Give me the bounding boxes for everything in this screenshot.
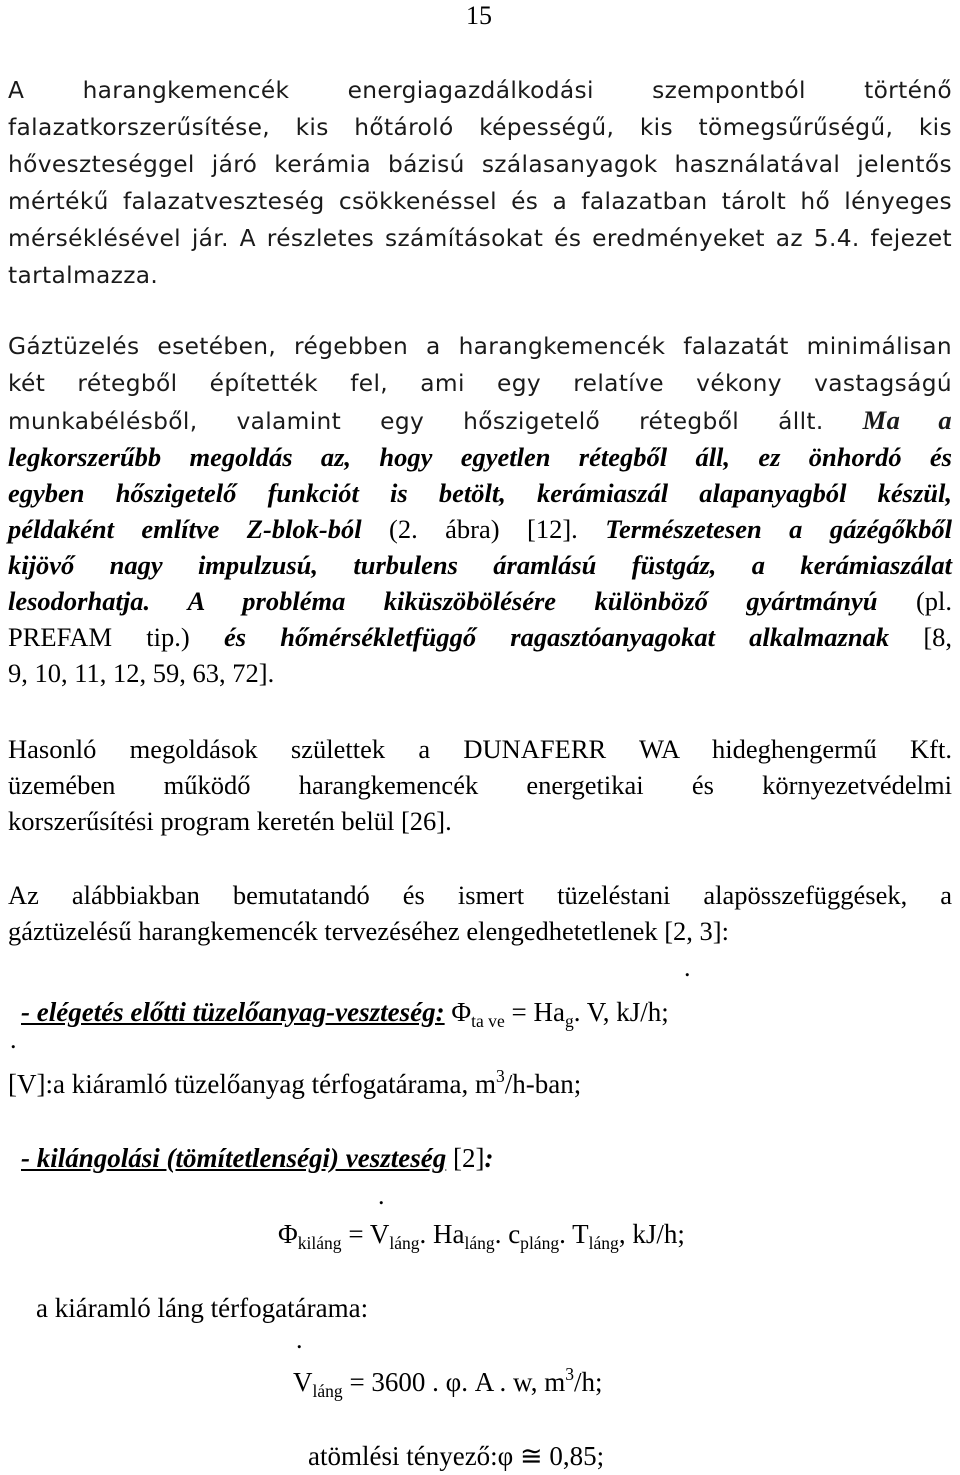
- text-line: hőveszteséggel járó kerámia bázisú szálasanyagok használatával jelentős: [8, 151, 952, 178]
- text-line: Hasonló megoldások születtek a DUNAFERR WA hideghengermű Kft.: [8, 734, 952, 764]
- formula-text: :: [484, 1143, 494, 1173]
- formula-text: [V]:a kiáramló tüzelőanyag térfogatárama, m: [8, 1069, 497, 1099]
- text-line: mérséklésével jár. A részletes számításokat és eredményeket az 5.4. fejezet: [8, 225, 952, 252]
- text-line: legkorszerűbb megoldás az, hogy egyetlen rétegből áll, ez önhordó és: [8, 442, 952, 472]
- subscript: láng: [312, 1381, 343, 1401]
- text-span: (pl.: [915, 586, 952, 616]
- formula-text: /h-ban;: [504, 1069, 582, 1099]
- text-line: gáztüzelésű harangkemencék tervezéséhez elengedhetetlenek [2, 3]:: [8, 916, 729, 946]
- formula-text: /h;: [574, 1367, 603, 1397]
- text-span: munkabélésből, valamint egy hőszigetelő rétegből állt.: [8, 408, 824, 435]
- phi-symbol: Φ: [451, 997, 472, 1027]
- text-line: Az alábbiakban bemutatandó és ismert tüzeléstani alapösszefüggések, a: [8, 880, 952, 910]
- emphasis-span: Ma a: [862, 405, 952, 435]
- text-line: mértékű falazatveszteség csökkenéssel és a falazatban tárolt hő lényeges: [8, 188, 952, 215]
- text-line: tartalmazza.: [8, 262, 159, 289]
- formula-pre-combustion-loss: [21, 994, 669, 1030]
- emphasis-span: lesodorhatja. A probléma kiküszöbölésére különböző gyártmányú: [8, 586, 878, 616]
- text-line: Gáztüzelés esetében, régebben a harangkemencék falazatát minimálisan: [8, 333, 952, 360]
- overdot: .: [296, 1325, 303, 1354]
- formula-text: atömlési tényező:φ: [308, 1441, 514, 1471]
- formula-discharge-coefficient: [308, 1438, 604, 1474]
- text-line: két rétegből építették fel, ami egy relatíve vékony vastagságú: [8, 370, 952, 397]
- text-line: 9, 10, 11, 12, 59, 63, 72].: [8, 658, 275, 688]
- subscript: g: [564, 1011, 574, 1031]
- superscript: 3: [496, 1066, 505, 1086]
- superscript: 3: [565, 1364, 575, 1384]
- overdot: .: [684, 953, 691, 982]
- formula-text: . Ha: [419, 1219, 465, 1249]
- overdot: .: [10, 1025, 17, 1054]
- formula-text: V: [293, 1367, 313, 1397]
- text-line: kijövő nagy impulzusú, turbulens áramlású füstgáz, a kerámiaszálat: [8, 550, 952, 580]
- subscript: láng: [464, 1233, 495, 1253]
- formula-text: . V, kJ/h;: [573, 997, 669, 1027]
- formula-text: , kJ/h;: [618, 1219, 685, 1249]
- emphasis-span: és hőmérsékletfüggő ragasztóanyagokat alkalmaznak: [223, 622, 890, 652]
- subscript: kiláng: [297, 1233, 342, 1253]
- formula-text: = V: [341, 1219, 390, 1249]
- text-line: [8, 511, 952, 547]
- formula-text: a kiáramló láng térfogatárama:: [36, 1293, 369, 1323]
- subscript: láng: [588, 1233, 619, 1253]
- text-span: (2. ábra) [12].: [389, 514, 578, 544]
- paragraph-dunaferr: [8, 731, 952, 839]
- formula-note-volume-flow: [8, 1066, 581, 1102]
- formula-flame-volume: [293, 1364, 603, 1400]
- subscript: ta ve: [471, 1011, 505, 1031]
- formula-text: . c: [494, 1219, 521, 1249]
- formula-flame-loss: [278, 1216, 685, 1252]
- text-line: [8, 583, 952, 619]
- text-line: üzemében működő harangkemencék energetikai és környezetvédelmi: [8, 770, 952, 800]
- emphasis-span: példaként említve Z-blok-ból: [8, 514, 362, 544]
- text-span: PREFAM tip.): [8, 622, 190, 652]
- formula-text: = 3600 . φ. A . w, m: [342, 1367, 566, 1397]
- text-line: [8, 619, 952, 655]
- paragraph-gas-firing-serif: [8, 439, 952, 691]
- approx-equal-icon: ≅: [520, 1441, 543, 1471]
- text-line: korszerűsítési program keretén belül [26].: [8, 806, 452, 836]
- formula-label: - kilángolási (tömítetlenségi) veszteség: [21, 1143, 447, 1173]
- formula-text: . T: [559, 1219, 589, 1249]
- reference: [2]: [446, 1143, 485, 1173]
- formula-flame-volume-label: [36, 1290, 368, 1326]
- text-line: egyben hőszigetelő funkciót is betölt, kerámiaszál alapanyagból készül,: [8, 478, 952, 508]
- formula-flame-loss-heading: [21, 1140, 493, 1176]
- text-span: [8,: [923, 622, 953, 652]
- overdot: .: [378, 1181, 385, 1210]
- text-line: [8, 402, 952, 440]
- formula-text: = Ha: [504, 997, 565, 1027]
- emphasis-span: Természetesen a gázégőkből: [605, 514, 953, 544]
- text-line: falazatkorszerűsítése, kis hőtároló képességű, kis tömegsűrűségű, kis: [8, 114, 952, 141]
- subscript: láng: [389, 1233, 420, 1253]
- formula-text: 0,85;: [542, 1441, 605, 1471]
- text-line: A harangkemencék energiagazdálkodási szempontból történő: [8, 77, 952, 104]
- page-number: 15: [466, 1, 492, 30]
- phi-symbol: Φ: [278, 1219, 298, 1249]
- paragraph-fundamentals: [8, 877, 952, 949]
- paragraph-gas-firing: [8, 328, 952, 440]
- paragraph-intro: [8, 72, 952, 294]
- subscript: pláng: [520, 1233, 560, 1253]
- formula-label: - elégetés előtti tüzelőanyag-veszteség:: [21, 997, 445, 1027]
